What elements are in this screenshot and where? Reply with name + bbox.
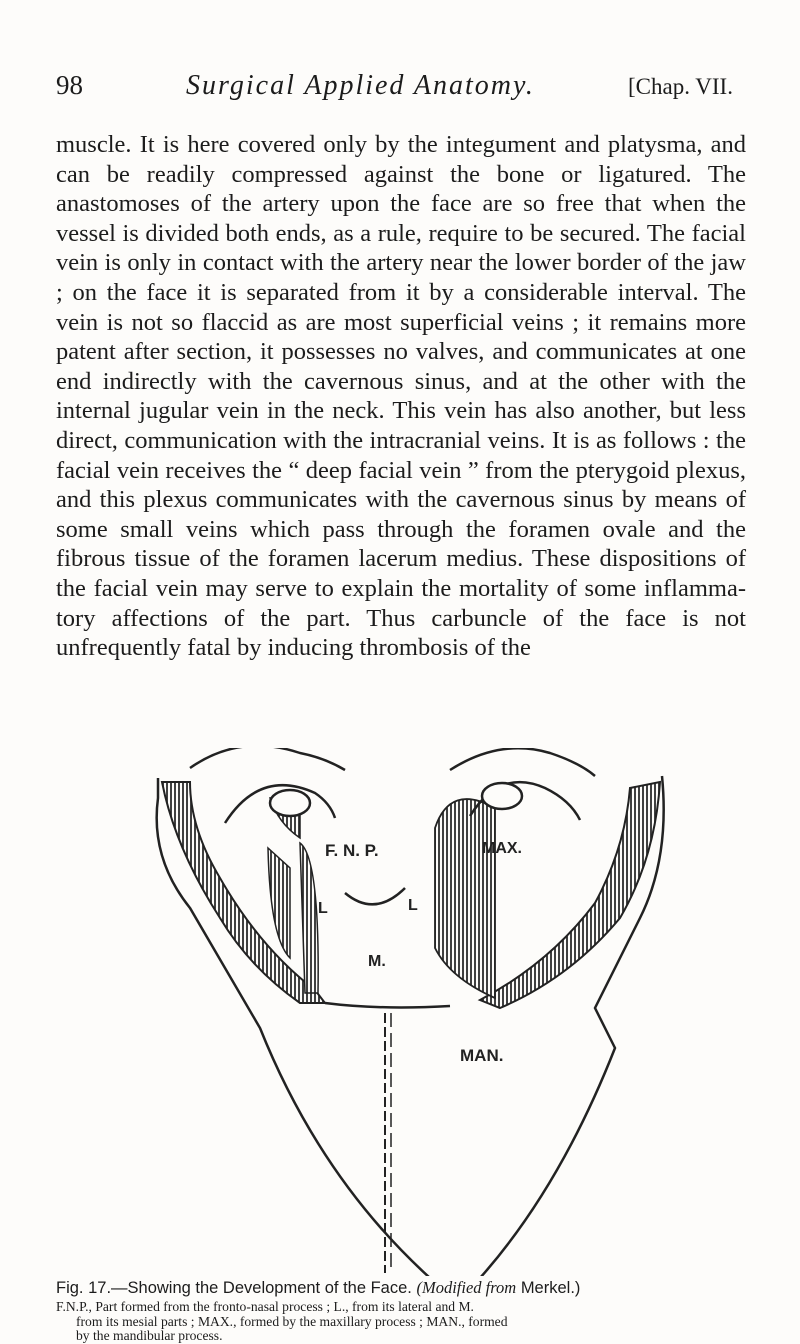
m-label: M. [368,953,386,970]
l-left-label: L [318,900,328,917]
figure-legend [56,1300,746,1344]
right-inner-hatch [435,799,495,998]
man-label: MAN. [460,1046,504,1065]
fnp-label: F. N. P. [325,841,379,860]
l-right-label: L [408,897,418,914]
figure-caption [56,1278,746,1298]
left-eye [270,790,310,816]
left-cheek-hatch [268,848,290,958]
left-nasal-hatch [300,843,318,993]
face-development-figure [150,748,670,1276]
legend-line: F.N.P., Part formed from the fronto-nasal process ; L., from its lateral and M. [56,1299,474,1314]
page-number: 98 [56,70,83,100]
caption-source: (Modified from [416,1278,517,1297]
running-header [56,70,746,112]
right-head-arc [450,748,595,776]
mouth-line [325,1003,450,1007]
caption-source-end: Merkel.) [520,1279,581,1297]
right-maxillary-region [480,782,660,1008]
face-diagram [150,748,670,1276]
legend-line: from its mesial parts ; MAX., formed by the maxillary process ; MAN., formed [76,1313,508,1329]
nose-line [345,888,405,904]
chapter-label: [Chap. VII. [628,74,733,99]
body-paragraph: muscle. It is here covered only by the integument and platysma, and can be readily compressed against the bone or ligatured. The anastomoses of the artery upon the face are so free that when the vessel is divided both ends, as a rule, require to be secured. The facial vein is only in contact with the artery near the lower border of the jaw ; on the face it is separated from it by a considerable interval. The vein is not so flaccid as are most superficial veins ; it remains more patent after section, it possesses no valves, and communicates at one end indirectly with the cavernous sinus, and at the other with the internal jugular vein in the neck. This vein has also another, but less direct, communication with the intracranial veins. It is as follows : the facial vein receives the “ deep facial vein ” from the pterygoid plexus, and this plexus communicates with the cavernous sinus by means of some small veins which pass through the foramen ovale and the fibrous tissue of the foramen lacerum medius. These dispositions of the facial vein may serve to explain the mortality of some inflamma-tory affections of the part. Thus carbuncle of the face is not unfrequently fatal by inducing thrombosis of the [56,131,746,662]
legend-line: by the mandibular process. [76,1328,223,1343]
right-eye [482,783,522,809]
jaw-outline [157,776,664,1276]
left-head-arc [190,748,345,770]
running-title: Surgical Applied Anatomy. [186,70,535,101]
caption-main: Fig. 17.—Showing the Development of the Face. [56,1279,412,1297]
max-label: MAX. [482,840,522,857]
